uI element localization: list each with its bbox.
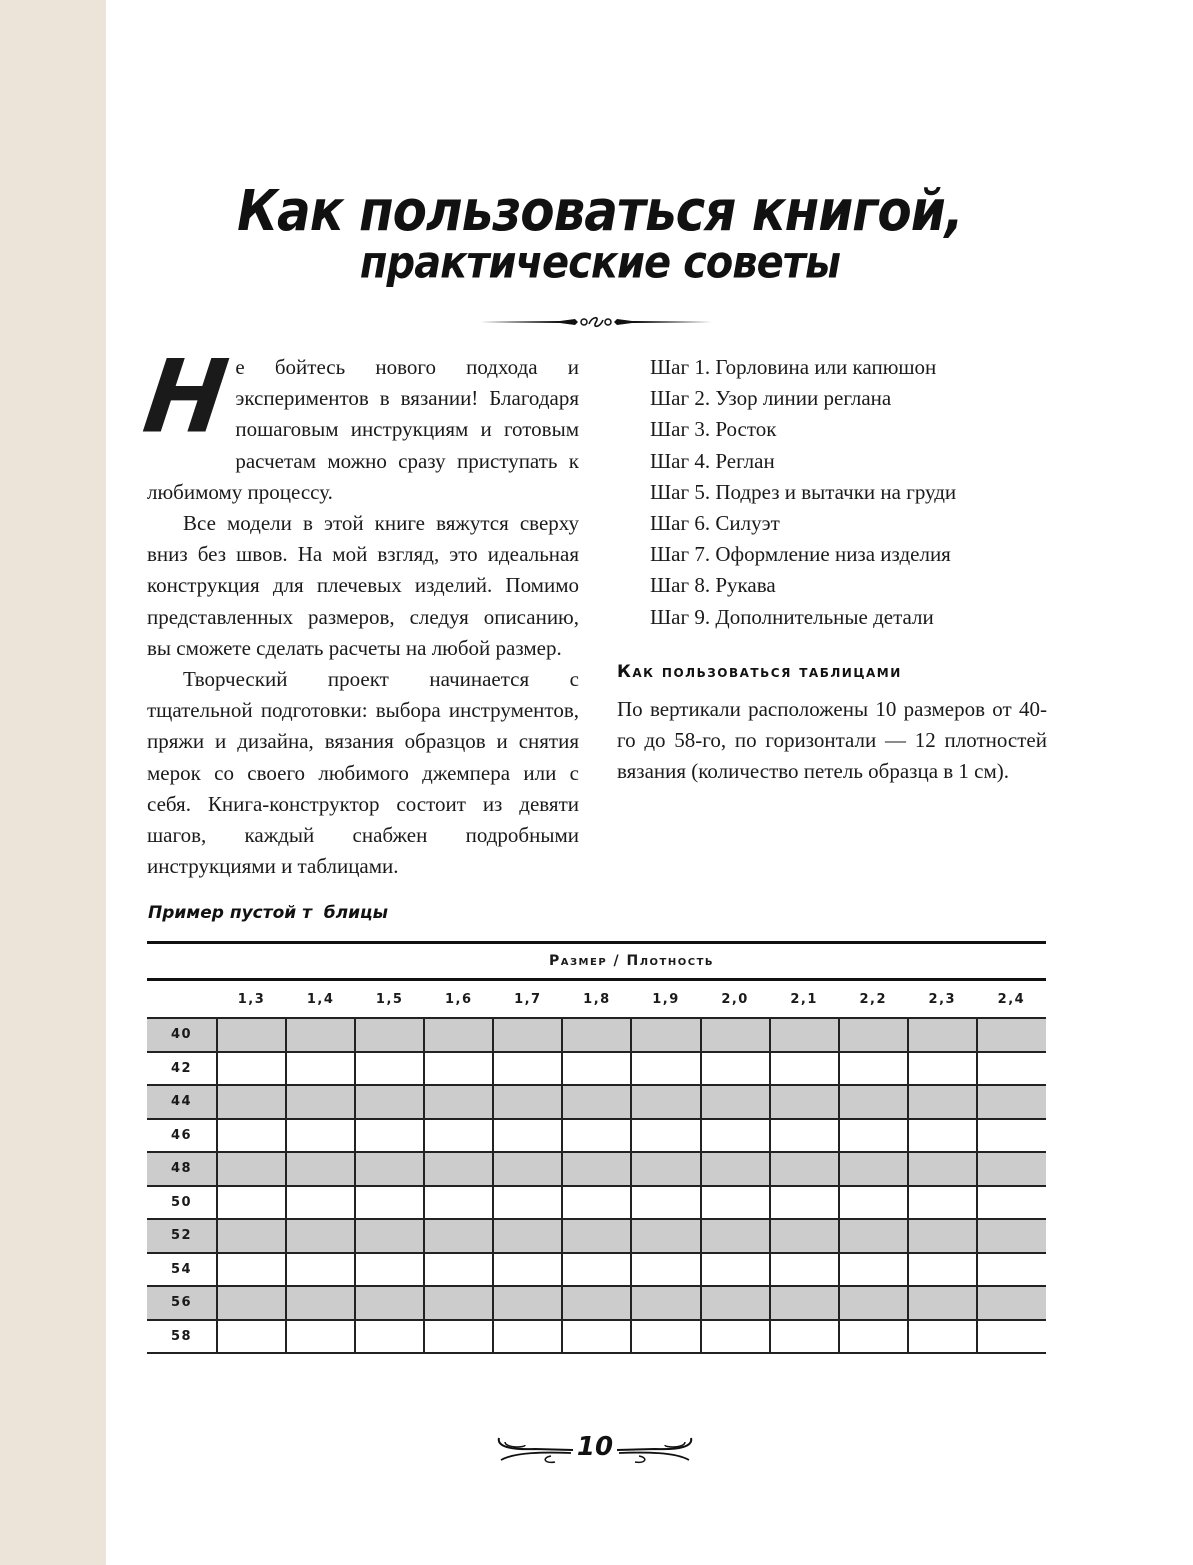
step-item: Шаг 8. Рукава (650, 573, 776, 598)
table-cell (770, 1253, 839, 1287)
table-cell (908, 1286, 977, 1320)
table-cell (701, 1052, 770, 1086)
steps-column (650, 352, 1050, 633)
table-cell (424, 1052, 493, 1086)
tables-section-heading: Как пользоваться таблицами (617, 662, 902, 682)
density-header-row (147, 980, 1046, 1019)
table-cell (424, 1085, 493, 1119)
step-item: Шаг 3. Росток (650, 417, 777, 442)
table-cell (217, 1085, 286, 1119)
table-cell (977, 1253, 1046, 1287)
table-cell (839, 1253, 908, 1287)
table-cell (770, 1186, 839, 1220)
table-cell (701, 1253, 770, 1287)
table-cell (770, 1119, 839, 1153)
density-column-header: 1,8 (562, 980, 631, 1019)
density-column-header: 2,2 (839, 980, 908, 1019)
table-cell (286, 1052, 355, 1086)
density-column-header: 2,1 (770, 980, 839, 1019)
step-item: Шаг 2. Узор линии реглана (650, 386, 892, 411)
step-item: Шаг 6. Силуэт (650, 511, 780, 536)
table-cell (631, 1186, 700, 1220)
table-cell (770, 1286, 839, 1320)
table-cell (217, 1018, 286, 1052)
table-cell (908, 1085, 977, 1119)
table-cell (493, 1018, 562, 1052)
table-cell (355, 1320, 424, 1354)
table-cell (839, 1320, 908, 1354)
table-cell (977, 1186, 1046, 1220)
step-item: Шаг 4. Реглан (650, 448, 775, 473)
density-column-header: 1,6 (424, 980, 493, 1019)
table-cell (839, 1119, 908, 1153)
table-cell (839, 1052, 908, 1086)
table-cell (839, 1152, 908, 1186)
size-row-label: 46 (147, 1119, 217, 1153)
table-cell (493, 1152, 562, 1186)
page-title-line-1: Как пользоваться книгой, (237, 178, 963, 243)
table-cell (424, 1152, 493, 1186)
table-cell (908, 1152, 977, 1186)
table-cell (355, 1085, 424, 1119)
right-flourish-icon (615, 1434, 695, 1466)
steps-list (650, 352, 1050, 633)
table-cell (631, 1119, 700, 1153)
density-column-header: 2,3 (908, 980, 977, 1019)
table-row (147, 1253, 1046, 1287)
table-cell (839, 1085, 908, 1119)
table-cell (493, 1286, 562, 1320)
density-column-header: 1,4 (286, 980, 355, 1019)
table-cell (770, 1219, 839, 1253)
table-cell (355, 1018, 424, 1052)
table-cell (839, 1286, 908, 1320)
table-cell (908, 1018, 977, 1052)
table-cell (701, 1286, 770, 1320)
table-cell (631, 1018, 700, 1052)
table-cell (493, 1219, 562, 1253)
table-cell (631, 1085, 700, 1119)
table-cell (908, 1052, 977, 1086)
table-cell (217, 1186, 286, 1220)
size-row-label: 52 (147, 1219, 217, 1253)
ornament-divider-icon (480, 312, 712, 332)
table-cell (424, 1320, 493, 1354)
step-item: Шаг 7. Оформление низа изделия (650, 542, 951, 567)
table-cell (770, 1018, 839, 1052)
table-cell (977, 1018, 1046, 1052)
table-cell (424, 1253, 493, 1287)
size-row-label: 44 (147, 1085, 217, 1119)
table-cell (770, 1320, 839, 1354)
table-row (147, 1320, 1046, 1354)
table-cell (286, 1286, 355, 1320)
table-cell (355, 1286, 424, 1320)
table-cell (217, 1219, 286, 1253)
table-cell (701, 1085, 770, 1119)
table-cell (908, 1119, 977, 1153)
table-caption: Пример пустой т блицы (148, 903, 388, 923)
table-cell (286, 1219, 355, 1253)
page-title-line-2: практические советы (359, 237, 841, 289)
table-cell (977, 1052, 1046, 1086)
table-cell (977, 1320, 1046, 1354)
intro-paragraph-2: Все модели в этой книге вяжутся сверху вниз без швов. На мой взгляд, это идеальная конструкция для плечевых изделий. Помимо представленных размеров, следуя описанию, вы сможете сделать расчеты на любой размер. (147, 511, 579, 660)
table-cell (977, 1286, 1046, 1320)
table-row (147, 1186, 1046, 1220)
table-cell (701, 1018, 770, 1052)
table-cell (839, 1186, 908, 1220)
drop-cap: Н (137, 338, 235, 456)
intro-paragraph-1: е бойтесь нового подхода и экспериментов в вязании! Благодаря пошаговым инструкциям и готовым расчетам можно сразу приступать к любимому процессу. (147, 355, 579, 504)
table-cell (562, 1152, 631, 1186)
table-cell (631, 1152, 700, 1186)
table-cell (217, 1253, 286, 1287)
table-cell (562, 1119, 631, 1153)
size-row-label: 54 (147, 1253, 217, 1287)
size-density-table (147, 941, 1046, 1354)
table-cell (286, 1320, 355, 1354)
table-cell (908, 1186, 977, 1220)
density-column-header: 1,9 (631, 980, 700, 1019)
table-cell (701, 1152, 770, 1186)
size-row-label: 50 (147, 1186, 217, 1220)
table-cell (217, 1052, 286, 1086)
table-row (147, 1018, 1046, 1052)
table-cell (493, 1085, 562, 1119)
table-cell (701, 1119, 770, 1153)
table-cell (286, 1186, 355, 1220)
table-row (147, 1052, 1046, 1086)
table-cell (424, 1119, 493, 1153)
table-cell (908, 1253, 977, 1287)
page-spine-margin (0, 0, 106, 1565)
table-header-title: Размер / Плотность (217, 943, 1046, 980)
table-cell (631, 1219, 700, 1253)
table-cell (701, 1219, 770, 1253)
table-cell (217, 1152, 286, 1186)
size-row-label: 48 (147, 1152, 217, 1186)
table-cell (977, 1085, 1046, 1119)
table-cell (424, 1219, 493, 1253)
table-row (147, 1152, 1046, 1186)
table-cell (562, 1320, 631, 1354)
table-cell (631, 1253, 700, 1287)
table-cell (286, 1085, 355, 1119)
size-row-label: 56 (147, 1286, 217, 1320)
size-row-label: 42 (147, 1052, 217, 1086)
table-cell (977, 1152, 1046, 1186)
table-cell (493, 1119, 562, 1153)
table-cell (355, 1152, 424, 1186)
step-item: Шаг 5. Подрез и вытачки на груди (650, 479, 957, 504)
size-row-label: 40 (147, 1018, 217, 1052)
page-footer (495, 1430, 695, 1470)
table-cell (701, 1186, 770, 1220)
table-cell (562, 1253, 631, 1287)
table-cell (562, 1018, 631, 1052)
table-body (147, 1018, 1046, 1353)
table-cell (424, 1018, 493, 1052)
intro-paragraph-3: Творческий проект начинается с тщательной подготовки: выбора инструментов, пряжи и дизайна, вязания образцов и снятия мерок со своего любимого джемпера или с себя. Книга-конструктор состоит из девяти шагов, каждый снабжен подробными инструкциями и таблицами. (147, 667, 579, 879)
table-cell (355, 1253, 424, 1287)
table-cell (286, 1152, 355, 1186)
table-cell (908, 1219, 977, 1253)
density-column-header: 1,7 (493, 980, 562, 1019)
density-column-header: 1,3 (217, 980, 286, 1019)
density-column-header: 2,0 (701, 980, 770, 1019)
table-row (147, 1119, 1046, 1153)
table-cell (977, 1119, 1046, 1153)
table-cell (493, 1320, 562, 1354)
table-cell (977, 1219, 1046, 1253)
table-cell (493, 1186, 562, 1220)
table-cell (701, 1320, 770, 1354)
table-cell (217, 1119, 286, 1153)
table-cell (631, 1286, 700, 1320)
table-cell (631, 1320, 700, 1354)
table-cell (424, 1286, 493, 1320)
size-row-label: 58 (147, 1320, 217, 1354)
table-cell (631, 1052, 700, 1086)
table-cell (562, 1085, 631, 1119)
table-cell (493, 1253, 562, 1287)
table-cell (217, 1320, 286, 1354)
table-row (147, 1286, 1046, 1320)
table-cell (562, 1186, 631, 1220)
page-number: 10 (576, 1432, 614, 1462)
table-cell (355, 1119, 424, 1153)
table-cell (355, 1219, 424, 1253)
step-item: Шаг 1. Горловина или капюшон (650, 355, 937, 379)
table-row (147, 1219, 1046, 1253)
table-cell (562, 1286, 631, 1320)
table-cell (770, 1152, 839, 1186)
table-cell (562, 1219, 631, 1253)
table-row (147, 1085, 1046, 1119)
density-column-header: 2,4 (977, 980, 1046, 1019)
table-cell (839, 1018, 908, 1052)
tables-section-text: По вертикали расположены 10 размеров от 40-го до 58-го, по горизонтали — 12 плотностей вязания (количество петель образца в 1 см). (617, 697, 1047, 784)
table-cell (839, 1219, 908, 1253)
table-cell (355, 1186, 424, 1220)
table-cell (562, 1052, 631, 1086)
density-column-header: 1,5 (355, 980, 424, 1019)
table-cell (355, 1052, 424, 1086)
table-cell (217, 1286, 286, 1320)
step-item: Шаг 9. Дополнительные детали (650, 604, 934, 629)
table-cell (770, 1052, 839, 1086)
table-cell (424, 1186, 493, 1220)
table-cell (286, 1018, 355, 1052)
table-cell (286, 1119, 355, 1153)
intro-text-column (137, 338, 579, 882)
table-cell (908, 1320, 977, 1354)
table-cell (770, 1085, 839, 1119)
table-cell (493, 1052, 562, 1086)
table-cell (286, 1253, 355, 1287)
